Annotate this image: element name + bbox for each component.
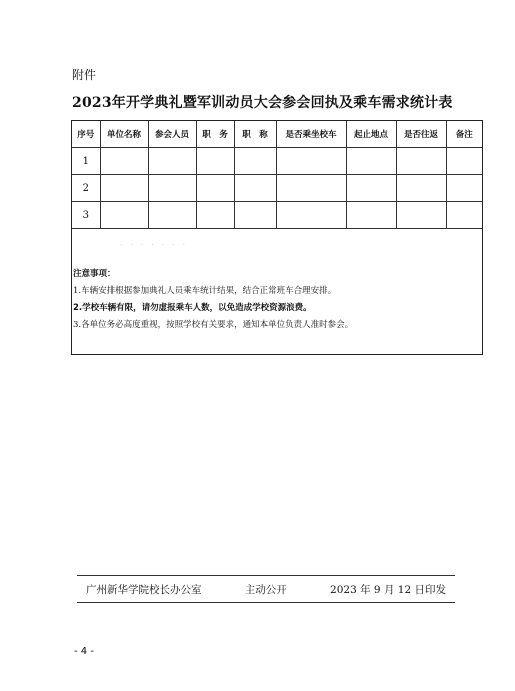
row-number: 1 bbox=[72, 148, 100, 175]
table-row bbox=[72, 148, 482, 175]
cell-title-rank[interactable] bbox=[234, 175, 276, 202]
footer bbox=[86, 582, 446, 597]
cell-position[interactable] bbox=[196, 202, 234, 229]
notes-title: 注意事项： bbox=[73, 269, 116, 279]
cell-attendees[interactable] bbox=[148, 202, 196, 229]
footer-date: 2023 年 9 月 12 日印发 bbox=[330, 584, 446, 596]
header-attendees: 参会人员 bbox=[148, 121, 196, 148]
cell-unit-name[interactable] bbox=[100, 202, 148, 229]
cell-take-bus[interactable] bbox=[276, 175, 346, 202]
cell-remarks[interactable] bbox=[446, 175, 482, 202]
footer-bottom-rule bbox=[77, 602, 455, 603]
registration-form bbox=[71, 120, 483, 355]
footer-disclosure: 主动公开 bbox=[244, 584, 287, 596]
cell-title-rank[interactable] bbox=[234, 202, 276, 229]
document-title: 2023年开学典礼暨军训动员大会参会回执及乘车需求统计表 bbox=[72, 95, 453, 111]
header-remarks: 备注 bbox=[446, 121, 482, 148]
faint-scan-marks: · · · · · · · bbox=[120, 241, 188, 249]
cell-route[interactable] bbox=[346, 202, 396, 229]
cell-take-bus[interactable] bbox=[276, 148, 346, 175]
table-row bbox=[72, 202, 482, 229]
table-row bbox=[72, 175, 482, 202]
cell-position[interactable] bbox=[196, 175, 234, 202]
registration-table bbox=[72, 121, 482, 229]
footer-top-rule bbox=[77, 575, 455, 576]
cell-attendees[interactable] bbox=[148, 175, 196, 202]
table-header-row bbox=[72, 121, 482, 148]
header-position: 职 务 bbox=[196, 121, 234, 148]
row-number: 3 bbox=[72, 202, 100, 229]
cell-route[interactable] bbox=[346, 175, 396, 202]
cell-position[interactable] bbox=[196, 148, 234, 175]
cell-round-trip[interactable] bbox=[396, 175, 446, 202]
footer-issuer: 广州新华学院校长办公室 bbox=[86, 584, 202, 596]
header-title-rank: 职 称 bbox=[234, 121, 276, 148]
header-round-trip: 是否往返 bbox=[396, 121, 446, 148]
cell-title-rank[interactable] bbox=[234, 148, 276, 175]
cell-route[interactable] bbox=[346, 148, 396, 175]
header-take-bus: 是否乘坐校车 bbox=[276, 121, 346, 148]
cell-take-bus[interactable] bbox=[276, 202, 346, 229]
cell-remarks[interactable] bbox=[446, 148, 482, 175]
page-number: - 4 - bbox=[74, 646, 94, 657]
cell-unit-name[interactable] bbox=[100, 175, 148, 202]
cell-round-trip[interactable] bbox=[396, 202, 446, 229]
cell-unit-name[interactable] bbox=[100, 148, 148, 175]
header-seq: 序号 bbox=[72, 121, 100, 148]
cell-attendees[interactable] bbox=[148, 148, 196, 175]
attachment-label: 附件 bbox=[72, 68, 97, 82]
cell-remarks[interactable] bbox=[446, 202, 482, 229]
row-number: 2 bbox=[72, 175, 100, 202]
note-item-3: 3.各单位务必高度重视，按照学校有关要求，通知本单位负责人准时参会。 bbox=[73, 320, 354, 330]
header-route: 起止地点 bbox=[346, 121, 396, 148]
note-item-1: 1.车辆安排根据参加典礼人员乘车统计结果，结合正常班车合理安排。 bbox=[73, 286, 337, 296]
header-unit-name: 单位名称 bbox=[100, 121, 148, 148]
notes-section bbox=[73, 266, 353, 334]
cell-round-trip[interactable] bbox=[396, 148, 446, 175]
note-item-2: 2.学校车辆有限，请勿虚报乘车人数，以免造成学校资源浪费。 bbox=[73, 303, 312, 313]
